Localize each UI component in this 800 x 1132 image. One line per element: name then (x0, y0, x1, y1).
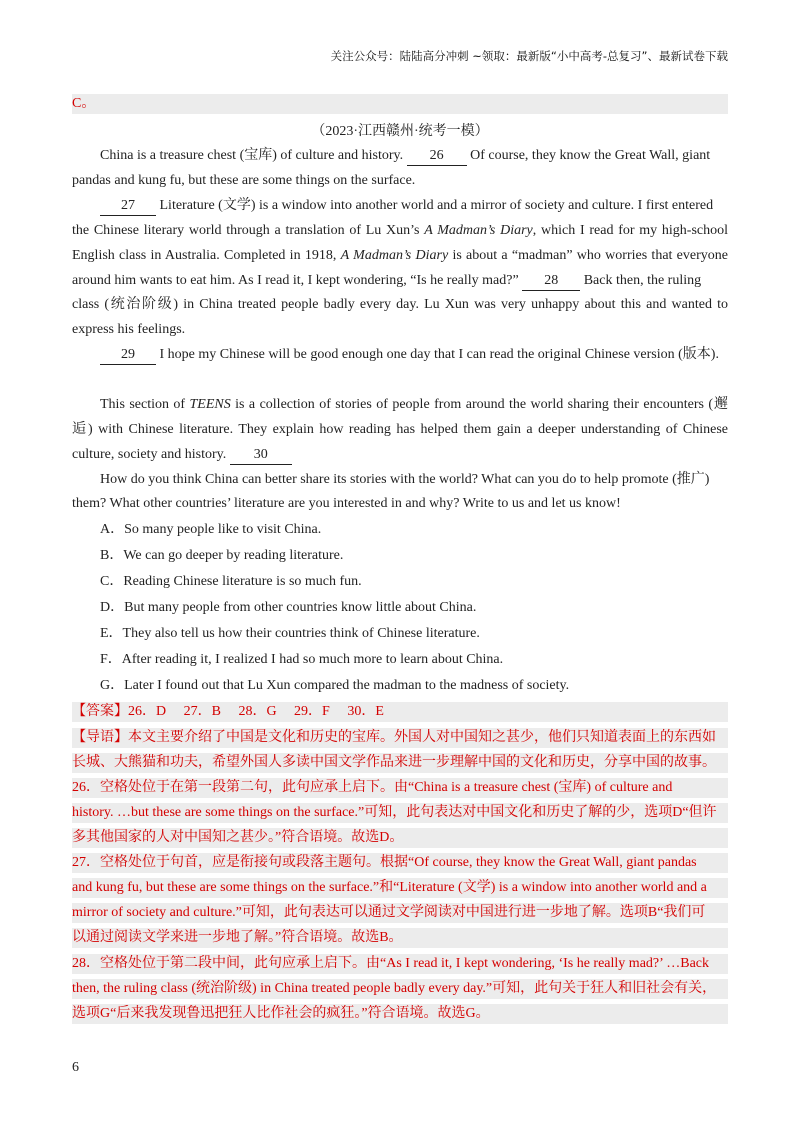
explanation-27: and kung fu, but these are some things on the surface.”和“Literature (文学) is a window into another world and a (72, 878, 728, 898)
blank-27[interactable]: 27 (100, 197, 156, 216)
blank-29[interactable]: 29 (100, 346, 156, 365)
passage-line: This section of TEENS is a collection of stories of people from around the world sharing their encounters (邂 (100, 397, 729, 412)
passage-line: English class in Australia. Completed in 1918, A Madman’s Diary is about a “madman” who worries that everyone (72, 248, 728, 263)
explanation-26: history. …but these are some things on the surface.”可知，此句表达对中国文化和历史了解的少，选项D“但许 (72, 803, 728, 823)
explanation-28: then, the ruling class (统治阶级) in China treated people badly every day.”可知，此句关于狂人和旧社会有关， (72, 979, 728, 999)
blank-26[interactable]: 26 (407, 147, 467, 166)
explanation-26: 26．空格处位于在第一段第二句，此句应承上启下。由“China is a treasure chest (宝库) of culture and (72, 778, 728, 798)
answer-line: 【答案】26．D 27．B 28．G 29．F 30．E (72, 702, 728, 722)
passage-line: around him wants to eat him. As I read it, I kept wondering, “Is he really mad?” 28 Back then, the ruling (72, 271, 728, 291)
passage-line: culture, society and history. 30 (72, 445, 728, 465)
passage-line: them? What other countries’ literature are you interested in and why? Write to us and let us know! (72, 496, 621, 511)
passage-line: 29 I hope my Chinese will be good enough one day that I can read the original Chinese version (版本). (72, 345, 728, 365)
explanation-26: 多其他国家的人对中国知之甚少。”符合语境。故选D。 (72, 828, 728, 848)
previous-answer-tail: C。 (72, 94, 728, 114)
passage-line: the Chinese literary world through a translation of Lu Xun’s A Madman’s Diary, which I read for my high-school (72, 223, 728, 238)
option-g[interactable]: G．Later I found out that Lu Xun compared the madman to the madness of society. (100, 678, 570, 693)
passage-line: class (统治阶级) in China treated people badly every day. Lu Xun was very unhappy about this and wanted to (72, 297, 728, 312)
explanation-27: mirror of society and culture.”可知，此句表达可以通过文学阅读对中国进行进一步地了解。选项B“我们可 (72, 903, 728, 923)
explanation-28: 28．空格处位于第二段中间，此句应承上启下。由“As I read it, I kept wondering, ‘Is he really mad?’ …Back (72, 954, 728, 974)
explanation-27: 27．空格处位于句首，应是衔接句或段落主题句。根据“Of course, they know the Great Wall, giant pandas (72, 853, 728, 873)
guide-line: 长城、大熊猫和功夫，希望外国人多读中国文学作品来进一步理解中国的文化和历史，分享中国的故事。 (72, 753, 728, 773)
page-header: 关注公众号：陆陆高分冲刺 ~领取：最新版“小中高考-总复习”、最新试卷下载 (330, 49, 728, 63)
blank-30[interactable]: 30 (230, 446, 292, 465)
passage-line: China is a treasure chest (宝库) of culture and history. 26 Of course, they know the Great Wall, giant (72, 146, 728, 166)
question-source: （2023·江西赣州·统考一模） (311, 124, 489, 139)
option-e[interactable]: E．They also tell us how their countries think of Chinese literature. (100, 626, 480, 641)
option-b[interactable]: B．We can go deeper by reading literature. (100, 548, 344, 563)
option-f[interactable]: F．After reading it, I realized I had so much more to learn about China. (100, 652, 504, 667)
passage-line: 27 Literature (文学) is a window into another world and a mirror of society and culture. I first entered (72, 196, 728, 216)
passage-line: pandas and kung fu, but these are some things on the surface. (72, 173, 416, 188)
option-c[interactable]: C．Reading Chinese literature is so much fun. (100, 574, 362, 589)
blank-28[interactable]: 28 (522, 272, 580, 291)
explanation-27: 以通过阅读文学来进一步地了解。”符合语境。故选B。 (72, 928, 728, 948)
explanation-28: 选项G“后来我发现鲁迅把狂人比作社会的疯狂。”符合语境。故选G。 (72, 1004, 728, 1024)
passage-line: 逅) with Chinese literature. They explain how reading has helped them gain a deeper understanding of Chinese (72, 422, 728, 437)
passage-line: How do you think China can better share its stories with the world? What can you do to help promote (推广) (100, 472, 710, 487)
guide-line: 【导语】本文主要介绍了中国是文化和历史的宝库。外国人对中国知之甚少，他们只知道表面上的东西如 (72, 728, 728, 748)
option-d[interactable]: D．But many people from other countries know little about China. (100, 600, 477, 615)
passage-line: express his feelings. (72, 322, 186, 337)
option-a[interactable]: A．So many people like to visit China. (100, 522, 322, 537)
page-number: 6 (72, 1060, 79, 1075)
